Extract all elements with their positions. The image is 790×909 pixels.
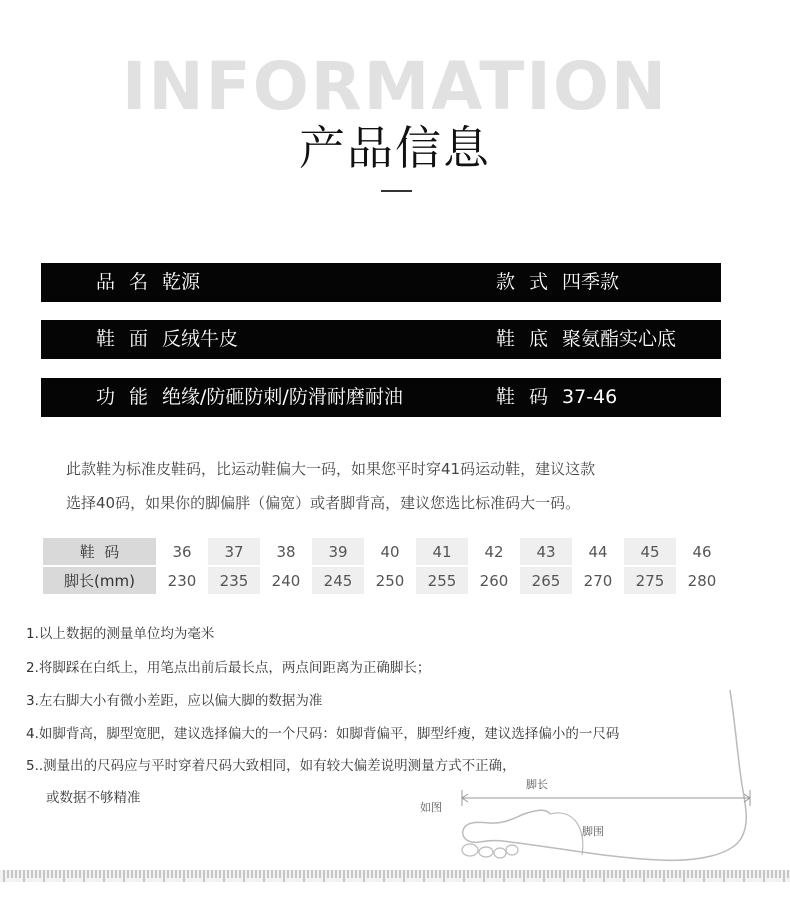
size-cell: 45 [624,538,676,566]
size-note-line-1: 此款鞋为标准皮鞋码，比运动鞋偏大一码，如果您平时穿41码运动鞋，建议这款 [66,460,596,478]
info-bar-upper-sole [41,320,721,359]
info-bar-name-style [41,263,721,302]
foot-length-label: 脚长 [526,778,548,791]
length-cell: 255 [416,566,468,595]
info-value: 反绒牛皮 [162,328,239,350]
example-label: 如图 [420,801,442,814]
info-value: 聚氨酯实心底 [562,328,677,350]
info-key: 鞋底 [496,328,563,350]
ruler-strip [0,868,790,884]
size-chart-table [43,538,728,596]
tip-3: 3.左右脚大小有微小差距，应以偏大脚的数据为准 [26,693,323,709]
size-cell: 41 [416,538,468,566]
info-value: 绝缘/防砸防刺/防滑耐磨耐油 [162,386,403,408]
size-cell: 44 [572,538,624,566]
title-divider [381,190,412,192]
size-cell: 39 [312,538,364,566]
info-value: 37-46 [562,386,618,408]
size-cell: 42 [468,538,520,566]
foot-girth-label: 脚围 [582,825,604,838]
length-cell: 275 [624,566,676,595]
length-cell: 245 [312,566,364,595]
info-key: 鞋码 [496,386,563,408]
tip-6: 或数据不够精准 [46,790,141,806]
table-row-length [43,566,728,595]
size-row-label: 鞋 码 [43,538,156,566]
length-cell: 230 [156,566,208,595]
length-cell: 240 [260,566,312,595]
size-cell: 36 [156,538,208,566]
title-english: INFORMATION [121,48,669,125]
info-key: 功能 [96,386,163,408]
length-cell: 265 [520,566,572,595]
info-bar-function-size [41,378,721,417]
title-chinese: 产品信息 [299,121,491,175]
size-cell: 40 [364,538,416,566]
size-note-line-2: 选择40码，如果你的脚偏胖（偏宽）或者脚背高，建议您选比标准码大一码。 [66,494,581,512]
size-cell: 37 [208,538,260,566]
size-cell: 43 [520,538,572,566]
table-row-size [43,538,728,566]
length-cell: 280 [676,566,728,595]
length-cell: 250 [364,566,416,595]
info-key: 款式 [496,271,563,293]
size-cell: 38 [260,538,312,566]
tip-2: 2.将脚踩在白纸上，用笔点出前后最长点，两点间距离为正确脚长； [26,660,431,676]
info-key: 鞋面 [96,328,163,350]
tip-5: 5..测量出的尺码应与平时穿着尺码大致相同，如有较大偏差说明测量方式不正确， [26,758,516,774]
tip-4: 4.如脚背高，脚型宽肥，建议选择偏大的一个尺码：如脚背偏平，脚型纤瘦，建议选择偏小的一尺码 [26,726,620,742]
tip-1: 1.以上数据的测量单位均为毫米 [26,626,215,642]
length-row-label: 脚长(mm) [43,566,156,595]
length-cell: 270 [572,566,624,595]
length-cell: 235 [208,566,260,595]
length-cell: 260 [468,566,520,595]
foot-measure-diagram [400,690,770,870]
info-value: 四季款 [562,271,620,293]
info-value: 乾源 [162,271,201,293]
info-key: 品名 [96,271,163,293]
size-cell: 46 [676,538,728,566]
